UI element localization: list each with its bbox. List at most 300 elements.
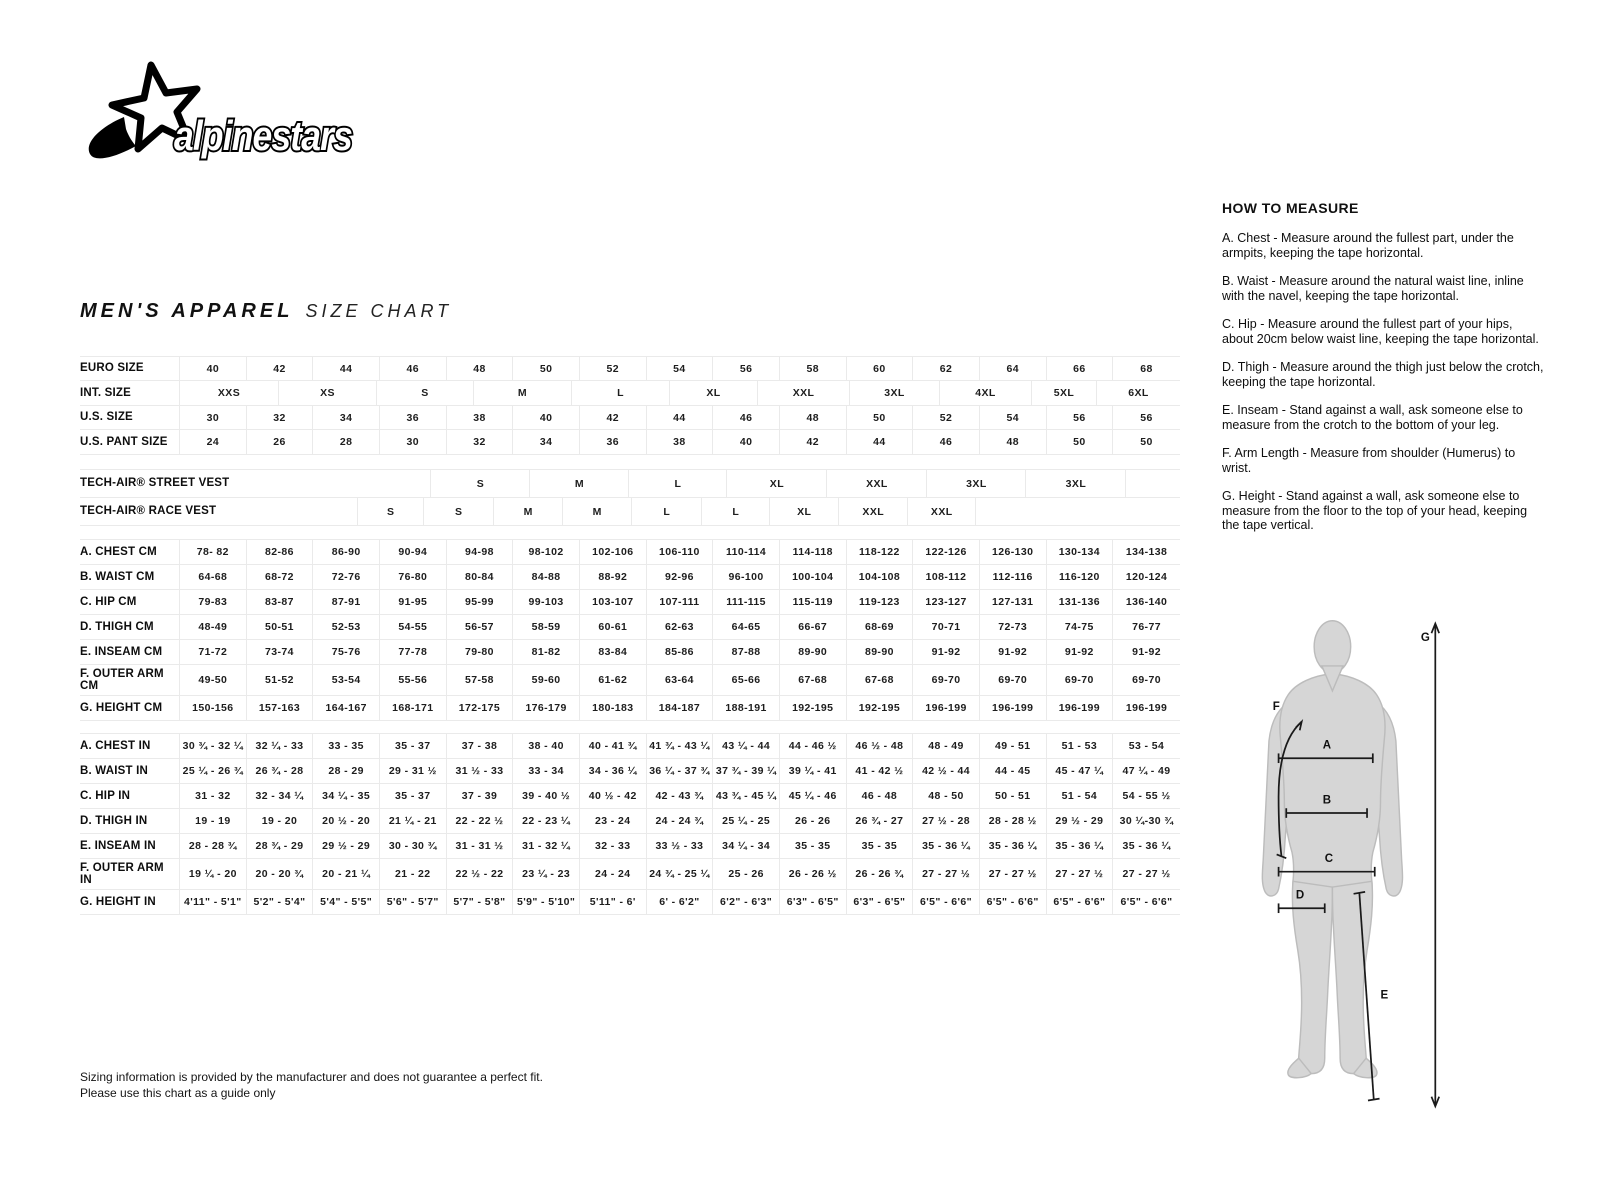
table-cell: 131-136	[1047, 590, 1114, 614]
table-cell: 122-126	[913, 540, 980, 564]
table-cell: M	[474, 381, 572, 405]
measure-item-arm: F. Arm Length - Measure from shoulder (Humerus) to wrist.	[1222, 446, 1516, 475]
table-cell: 56	[1140, 411, 1153, 424]
table-cell	[976, 498, 1216, 525]
table-cell: 20 - 20 ¾	[247, 859, 314, 889]
table-cell: L	[629, 470, 727, 497]
table-cell: XXL	[758, 381, 850, 405]
measure-item-chest: A. Chest - Measure around the fullest part, under the armpits, keeping the tape horizontal.	[1222, 231, 1514, 260]
table-cell: 96-100	[713, 565, 780, 589]
measure-item-thigh: D. Thigh - Measure around the thigh just below the crotch, keeping the tape horizontal.	[1222, 360, 1544, 389]
disclaimer-line1: Sizing information is provided by the manufacturer and does not guarantee a perfect fit.	[80, 1070, 543, 1084]
table-cell: 136-140	[1125, 596, 1168, 608]
table-cell: 24	[180, 430, 247, 454]
table-cell: 42 - 43 ¾	[647, 784, 714, 808]
table-cell: 72-76	[313, 565, 380, 589]
table-cell: 33 ½ - 33	[647, 834, 714, 858]
diagram-label-c: C	[1324, 853, 1334, 866]
table-cell: 110-114	[713, 540, 780, 564]
table-cell: 50 - 51	[980, 784, 1047, 808]
table-cell: 6' - 6'2"	[647, 890, 714, 914]
table-cell: L	[702, 498, 770, 525]
table-cell: 28 - 28 ½	[980, 809, 1047, 833]
table-cell: 50	[513, 357, 580, 380]
table-cell: 188-191	[713, 696, 780, 720]
table-cell: 6'3" - 6'5"	[780, 890, 847, 914]
logo-swoosh	[89, 117, 136, 158]
table-cell: 25 ¼ - 26 ¾	[180, 759, 247, 783]
table-cell: 51 - 54	[1047, 784, 1114, 808]
row-label: B. WAIST CM	[80, 565, 180, 589]
table-cell: 30 ¼-30 ¾	[1119, 815, 1174, 827]
table-cell: 27 - 27 ½	[1122, 868, 1171, 880]
table-cell: 116-120	[1047, 565, 1114, 589]
table-cell: 33 - 35	[313, 734, 380, 758]
table-cell: 31 - 32 ¼	[513, 834, 580, 858]
table-row	[80, 859, 1180, 890]
table-cell: 79-83	[180, 590, 247, 614]
table-cell: 184-187	[647, 696, 714, 720]
table-cell: 5'6" - 5'7"	[380, 890, 447, 914]
row-label: B. WAIST IN	[80, 759, 180, 783]
table-cell: 82-86	[247, 540, 314, 564]
table-cell: 38	[647, 430, 714, 454]
table-cell: 43 ¾ - 45 ¼	[713, 784, 780, 808]
table-cell: 5XL	[1032, 381, 1097, 405]
table-cell: 56	[713, 357, 780, 380]
table-cell: 29 ½ - 29	[313, 834, 380, 858]
table-cell: 67-68	[847, 665, 914, 695]
table-cell: 42	[580, 406, 647, 429]
how-to-measure-title: HOW TO MEASURE	[1222, 200, 1359, 216]
table-cell: 6'5" - 6'6"	[1047, 890, 1114, 914]
table-cell: 54	[980, 406, 1047, 429]
table-cell: 40 - 41 ¾	[580, 734, 647, 758]
row-label: INT. SIZE	[80, 381, 180, 405]
disclaimer	[80, 1069, 543, 1101]
table-cell: 26 - 26 ½	[780, 859, 847, 889]
row-label: D. THIGH IN	[80, 809, 180, 833]
row-label: A. CHEST IN	[80, 734, 180, 758]
table-cell: 6'5" - 6'6"	[913, 890, 980, 914]
row-label: TECH-AIR® RACE VEST	[80, 505, 217, 518]
table-cell: 42	[780, 430, 847, 454]
table-cell: 49 - 51	[980, 734, 1047, 758]
table-cell: 126-130	[980, 540, 1047, 564]
table-cell: 30	[380, 430, 447, 454]
table-cell: 19 - 20	[247, 809, 314, 833]
table-cell: 52-53	[313, 615, 380, 639]
table-cell: 192-195	[780, 696, 847, 720]
table-cell: 45 - 47 ¼	[1047, 759, 1114, 783]
row-label: EURO SIZE	[80, 357, 180, 380]
table-cell: 27 - 27 ½	[980, 859, 1047, 889]
table-cell: M	[530, 470, 629, 497]
table-cell: 52	[580, 357, 647, 380]
table-row	[80, 696, 1180, 721]
table-cell: 63-64	[647, 665, 714, 695]
table-cell: 26	[247, 430, 314, 454]
table-cell	[1126, 470, 1229, 497]
table-cell: 48	[980, 430, 1047, 454]
measure-item-height: G. Height - Stand against a wall, ask someone else to measure from the floor to the top of your head, keeping the tape vertical.	[1222, 489, 1528, 532]
table-row	[80, 784, 1180, 809]
measure-item-hip: C. Hip - Measure around the fullest part of your hips, about 20cm below waist line, keeping the tape horizontal.	[1222, 317, 1539, 346]
table-cell: XL	[770, 498, 839, 525]
table-cell: 50-51	[247, 615, 314, 639]
table-cell: 91-95	[380, 590, 447, 614]
table-cell: 6'2" - 6'3"	[713, 890, 780, 914]
table-row	[80, 356, 1180, 381]
table-cell: 46 - 48	[847, 784, 914, 808]
table-cell: 29 - 31 ½	[380, 759, 447, 783]
table-cell: 76-80	[380, 565, 447, 589]
table-cell: 50	[847, 406, 914, 429]
diagram-label-d: D	[1295, 889, 1305, 902]
table-cell: 44	[647, 406, 714, 429]
table-cell: 108-112	[913, 565, 980, 589]
table-cell: 60-61	[580, 615, 647, 639]
diagram-label-g: G	[1420, 631, 1430, 644]
table-cell: 79-80	[447, 640, 514, 664]
row-label: E. INSEAM IN	[80, 834, 180, 858]
table-cell: 92-96	[647, 565, 714, 589]
table-cell: 104-108	[847, 565, 914, 589]
table-cell: 26 - 26	[780, 809, 847, 833]
table-cell: 5'11" - 6'	[580, 890, 647, 914]
table-cell: 100-104	[780, 565, 847, 589]
table-cell: 89-90	[780, 640, 847, 664]
table-cell: 3XL	[1026, 470, 1126, 497]
alpinestars-logo	[78, 55, 368, 170]
table-cell: XXL	[827, 470, 927, 497]
table-row	[80, 406, 1180, 430]
table-cell: 28	[313, 430, 380, 454]
table-cell: 50	[1140, 436, 1153, 448]
table-cell: 40	[713, 430, 780, 454]
table-cell: 168-171	[380, 696, 447, 720]
table-cell: 35 - 36 ¼	[1047, 834, 1114, 858]
table-cell: 44 - 45	[980, 759, 1047, 783]
table-cell: 5'2" - 5'4"	[247, 890, 314, 914]
table-cell: 51-52	[247, 665, 314, 695]
size-chart-table	[80, 356, 1180, 915]
table-cell: 57-58	[447, 665, 514, 695]
table-cell: 86-90	[313, 540, 380, 564]
table-row	[80, 615, 1180, 640]
table-cell: 88-92	[580, 565, 647, 589]
table-cell: 20 ½ - 20	[313, 809, 380, 833]
disclaimer-line2: Please use this chart as a guide only	[80, 1086, 276, 1100]
table-cell: 83-87	[247, 590, 314, 614]
table-cell: 42 ½ - 44	[913, 759, 980, 783]
table-cell: 118-122	[847, 540, 914, 564]
body-measurement-diagram	[1234, 614, 1452, 1114]
table-cell: 157-163	[247, 696, 314, 720]
table-cell: 30 ¾ - 32 ¼	[180, 734, 247, 758]
table-cell: 25 ¼ - 25	[713, 809, 780, 833]
table-cell: 41 ¾ - 43 ¼	[647, 734, 714, 758]
row-label: F. OUTER ARM CM	[80, 665, 180, 695]
table-cell: 48 - 49	[913, 734, 980, 758]
table-cell: 196-199	[980, 696, 1047, 720]
row-label: G. HEIGHT IN	[80, 890, 180, 914]
table-cell: 4XL	[940, 381, 1032, 405]
table-cell: 64-65	[713, 615, 780, 639]
table-cell: 75-76	[313, 640, 380, 664]
table-cell: 91-92	[1047, 640, 1114, 664]
table-cell: 38	[447, 406, 514, 429]
row-label: E. INSEAM CM	[80, 640, 180, 664]
table-cell: 76-77	[1132, 621, 1161, 633]
left-leg	[1292, 881, 1332, 1073]
table-cell: 25 - 26	[713, 859, 780, 889]
table-cell: S	[424, 498, 494, 525]
table-cell: L	[632, 498, 702, 525]
table-cell: 40 ½ - 42	[580, 784, 647, 808]
page-title-sub: SIZE CHART	[305, 301, 453, 321]
table-cell: XL	[670, 381, 758, 405]
table-cell: 22 ½ - 22	[447, 859, 514, 889]
page-title-main: MEN'S APPAREL	[80, 300, 294, 322]
table-cell: 41 - 42 ½	[847, 759, 914, 783]
table-cell: 24 ¾ - 25 ¼	[647, 859, 714, 889]
table-cell: 119-123	[847, 590, 914, 614]
table-cell: 26 ¾ - 27	[847, 809, 914, 833]
table-cell: 83-84	[580, 640, 647, 664]
row-label: F. OUTER ARM IN	[80, 859, 180, 889]
table-cell: 80-84	[447, 565, 514, 589]
table-cell: 23 ¼ - 23	[513, 859, 580, 889]
table-row	[80, 834, 1180, 859]
table-cell: 77-78	[380, 640, 447, 664]
logo-wordmark: alpinestars	[174, 112, 352, 159]
table-cell: 40	[513, 406, 580, 429]
table-cell: 51 - 53	[1047, 734, 1114, 758]
table-cell: 48	[447, 357, 514, 380]
table-cell: 66	[1047, 357, 1114, 380]
table-cell: 34	[313, 406, 380, 429]
table-cell: 69-70	[1132, 674, 1161, 686]
row-label: U.S. PANT SIZE	[80, 430, 180, 454]
table-cell: 31 - 31 ½	[447, 834, 514, 858]
table-cell: 28 ¾ - 29	[247, 834, 314, 858]
page-title	[80, 300, 452, 323]
row-label: D. THIGH CM	[80, 615, 180, 639]
table-cell: 172-175	[447, 696, 514, 720]
table-cell: 43 ¼ - 44	[713, 734, 780, 758]
table-cell: M	[563, 498, 632, 525]
head	[1314, 621, 1351, 673]
table-cell: 23 - 24	[580, 809, 647, 833]
table-cell: 22 - 22 ½	[447, 809, 514, 833]
table-cell: 103-107	[580, 590, 647, 614]
table-cell: 48	[780, 406, 847, 429]
table-cell: 112-116	[980, 565, 1047, 589]
table-row	[80, 640, 1180, 665]
table-cell: 68	[1140, 362, 1153, 375]
table-cell: 114-118	[780, 540, 847, 564]
table-cell: 164-167	[313, 696, 380, 720]
table-cell: 28 - 28 ¾	[180, 834, 247, 858]
table-cell: 95-99	[447, 590, 514, 614]
row-label: G. HEIGHT CM	[80, 696, 180, 720]
how-to-measure-panel	[1222, 200, 1546, 547]
table-cell: 66-67	[780, 615, 847, 639]
table-cell: 85-86	[647, 640, 714, 664]
table-cell: 36 ¼ - 37 ¾	[647, 759, 714, 783]
table-cell: 64	[980, 357, 1047, 380]
table-cell: 73-74	[247, 640, 314, 664]
table-cell: 30 - 30 ¾	[380, 834, 447, 858]
table-cell: 102-106	[580, 540, 647, 564]
table-cell: S	[431, 470, 530, 497]
table-cell: 106-110	[647, 540, 714, 564]
table-cell: 69-70	[913, 665, 980, 695]
table-cell: 90-94	[380, 540, 447, 564]
table-cell: 34 ¼ - 35	[313, 784, 380, 808]
table-row	[80, 890, 1180, 915]
table-cell: XXS	[180, 381, 279, 405]
table-cell: 68-72	[247, 565, 314, 589]
table-cell: 26 - 26 ¾	[847, 859, 914, 889]
table-cell: 107-111	[647, 590, 714, 614]
table-cell: 36	[380, 406, 447, 429]
table-row	[80, 469, 1180, 498]
table-cell: 89-90	[847, 640, 914, 664]
table-cell: 180-183	[580, 696, 647, 720]
table-cell: 38 - 40	[513, 734, 580, 758]
table-row	[80, 498, 1180, 526]
table-cell: 6'5" - 6'6"	[1120, 896, 1173, 908]
table-cell: 70-71	[913, 615, 980, 639]
table-cell: 53 - 54	[1128, 740, 1165, 752]
table-cell: 30	[180, 406, 247, 429]
table-cell: 115-119	[780, 590, 847, 614]
table-cell: 35 - 35	[780, 834, 847, 858]
right-leg	[1332, 881, 1372, 1073]
table-cell: 54-55	[380, 615, 447, 639]
table-cell: 52	[913, 406, 980, 429]
table-row	[80, 665, 1180, 696]
table-cell: 35 - 36 ¼	[980, 834, 1047, 858]
table-cell: 6'5" - 6'6"	[980, 890, 1047, 914]
table-cell: 29 ½ - 29	[1047, 809, 1114, 833]
table-row	[80, 809, 1180, 834]
table-cell: 27 - 27 ½	[913, 859, 980, 889]
diagram-label-e: E	[1380, 989, 1389, 1002]
table-cell: 46	[380, 357, 447, 380]
table-cell: 44	[313, 357, 380, 380]
table-cell: 48-49	[180, 615, 247, 639]
table-cell: 91-92	[980, 640, 1047, 664]
table-cell: 69-70	[1047, 665, 1114, 695]
table-cell: 28 - 29	[313, 759, 380, 783]
table-cell: 48 - 50	[913, 784, 980, 808]
table-cell: 54 - 55 ½	[1122, 790, 1171, 802]
table-row	[80, 759, 1180, 784]
table-cell: 56	[1047, 406, 1114, 429]
table-cell: 53-54	[313, 665, 380, 695]
table-cell: 27 - 27 ½	[1047, 859, 1114, 889]
table-cell: 5'9" - 5'10"	[513, 890, 580, 914]
table-cell: 60	[847, 357, 914, 380]
table-cell: 34 ¼ - 34	[713, 834, 780, 858]
table-cell: 47 ¼ - 49	[1122, 765, 1171, 777]
table-cell: 6'3" - 6'5"	[847, 890, 914, 914]
table-cell: 91-92	[1132, 646, 1161, 658]
table-cell: 46 ½ - 48	[847, 734, 914, 758]
table-cell: 61-62	[580, 665, 647, 695]
table-cell: 32	[447, 430, 514, 454]
table-cell: 55-56	[380, 665, 447, 695]
table-cell: 3XL	[927, 470, 1026, 497]
table-cell: 71-72	[180, 640, 247, 664]
table-cell: 49-50	[180, 665, 247, 695]
table-cell: 5'4" - 5'5"	[313, 890, 380, 914]
table-cell: XL	[727, 470, 827, 497]
table-cell: 67-68	[780, 665, 847, 695]
table-cell: 87-91	[313, 590, 380, 614]
table-cell: 32 - 33	[580, 834, 647, 858]
table-cell: XXL	[839, 498, 908, 525]
table-cell: 91-92	[913, 640, 980, 664]
table-cell: 62	[913, 357, 980, 380]
table-cell: 33 - 34	[513, 759, 580, 783]
table-cell: 3XL	[850, 381, 940, 405]
table-cell: 84-88	[513, 565, 580, 589]
table-cell: 196-199	[913, 696, 980, 720]
table-row	[80, 381, 1180, 406]
table-cell: 34	[513, 430, 580, 454]
table-cell: 39 - 40 ½	[513, 784, 580, 808]
table-cell: 54	[647, 357, 714, 380]
table-cell: 134-138	[1125, 546, 1168, 558]
table-cell: 35 - 36 ¼	[913, 834, 980, 858]
table-cell: 78- 82	[180, 540, 247, 564]
table-cell: 35 - 37	[380, 734, 447, 758]
table-cell: XXL	[908, 498, 976, 525]
table-cell: 6XL	[1128, 387, 1149, 399]
table-cell: 127-131	[980, 590, 1047, 614]
table-cell: 19 ¼ - 20	[180, 859, 247, 889]
table-cell: 81-82	[513, 640, 580, 664]
table-cell	[216, 498, 358, 525]
table-cell: 36	[580, 430, 647, 454]
table-cell: S	[358, 498, 424, 525]
table-cell: 68-69	[847, 615, 914, 639]
table-cell: 120-124	[1125, 571, 1168, 583]
table-cell: 111-115	[713, 590, 780, 614]
table-row	[80, 430, 1180, 455]
table-cell: 56-57	[447, 615, 514, 639]
table-cell: M	[494, 498, 563, 525]
table-cell: 123-127	[913, 590, 980, 614]
table-cell: 65-66	[713, 665, 780, 695]
table-cell: 20 - 21 ¼	[313, 859, 380, 889]
diagram-label-a: A	[1322, 739, 1332, 752]
table-cell: 35 - 35	[847, 834, 914, 858]
table-cell: 32 ¼ - 33	[247, 734, 314, 758]
table-cell: 150-156	[180, 696, 247, 720]
table-cell: 44 - 46 ½	[780, 734, 847, 758]
table-cell: 58	[780, 357, 847, 380]
table-cell: 94-98	[447, 540, 514, 564]
table-cell: 35 - 37	[380, 784, 447, 808]
table-cell: 37 - 38	[447, 734, 514, 758]
measure-item-waist: B. Waist - Measure around the natural waist line, inline with the navel, keeping the tape horizontal.	[1222, 274, 1524, 303]
row-label: U.S. SIZE	[80, 406, 180, 429]
